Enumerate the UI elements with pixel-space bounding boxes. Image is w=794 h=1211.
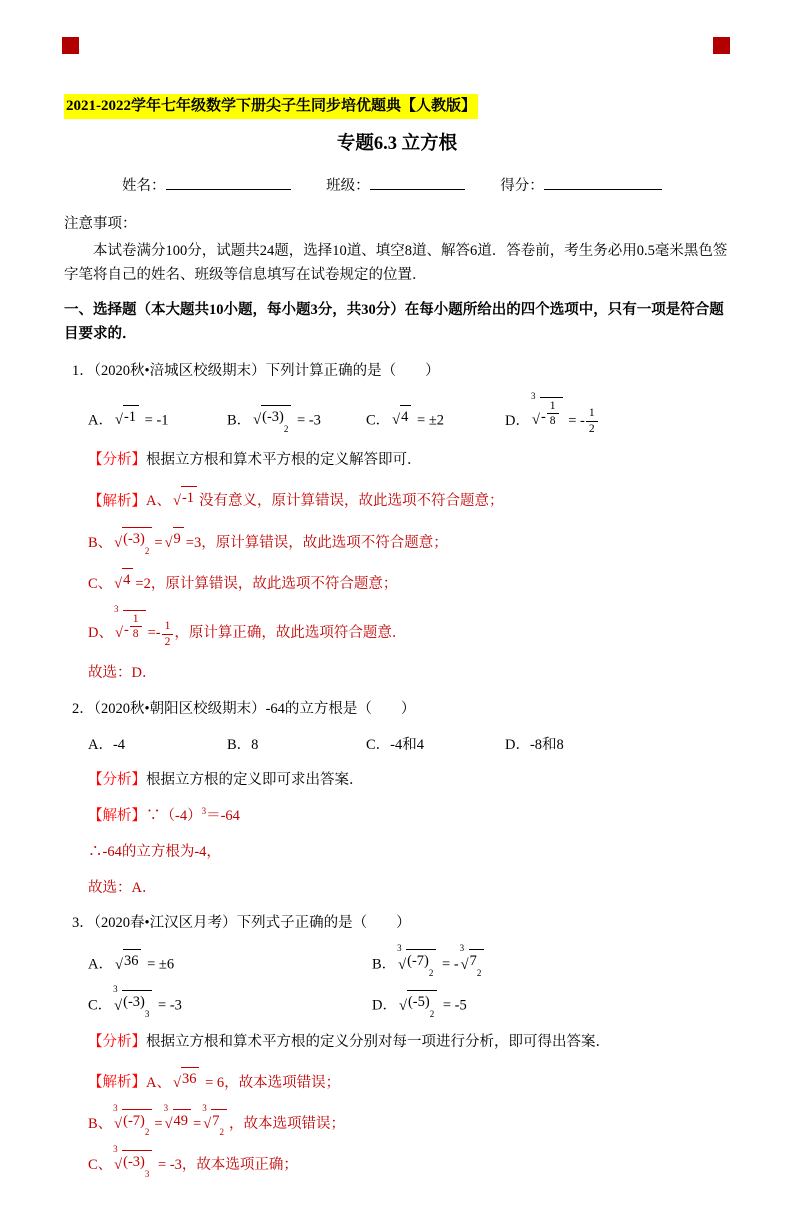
option: D．-8和8	[505, 736, 564, 753]
class-field	[326, 178, 465, 194]
question-block	[64, 913, 730, 1177]
solution-text: ∴-64的立方根为-4，	[88, 843, 221, 860]
analysis-line	[88, 1032, 730, 1054]
question-stem: 3．（2020春•江汉区月考）下列式子正确的是（ ）	[72, 915, 411, 932]
solution-line	[88, 842, 730, 864]
solution-text: 故选：A．	[88, 879, 157, 896]
info-fields	[64, 174, 730, 198]
square-root: √ 9	[165, 527, 184, 551]
solution-text: C、 √ 4 =2，原计算错误，故此选项不符合题意；	[88, 576, 397, 592]
option: B． √ (-3) 2 = -3	[227, 405, 366, 432]
cube-root: 3 √ 7 2	[203, 1109, 227, 1133]
fraction: $\frac{1}{8}$	[547, 399, 559, 429]
analysis-label: 【分析】	[88, 1033, 146, 1050]
question-block	[64, 361, 730, 685]
options-row	[88, 735, 730, 757]
analysis-text: 根据立方根的定义即可求出答案．	[146, 772, 364, 789]
notice-body: 本试卷满分100分，试题共24题，选择10道、填空8道、解答6道．答卷前，考生务必用0.5毫米黑色签字笔将自己的姓名、班级等信息填写在试卷规定的位置．	[64, 242, 728, 283]
options-row	[88, 390, 730, 436]
corner-marker-left-icon	[62, 37, 79, 54]
option: C．-4和4	[366, 736, 424, 753]
cube-root: 3 √ (-3) 3	[114, 1150, 152, 1174]
solution-label: 【解析】	[88, 493, 146, 510]
solution-text: 故选：D．	[88, 665, 157, 682]
cube-root: 3 √ 49	[165, 1109, 191, 1133]
option: A． √ -1 = -1	[88, 405, 227, 432]
solution-text: A、 √ -1 没有意义，原计算错误，故此选项不符合题意；	[146, 493, 504, 509]
cube-root: 3 √ - $\frac{1}{8}$	[115, 610, 146, 642]
options-row	[88, 943, 730, 978]
solution-line	[88, 806, 730, 828]
cube-root: 3 √ (-3) 3	[114, 990, 152, 1014]
question-stem: 2．（2020秋•朝阳区校级期末）-64的立方根是（ ）	[72, 700, 416, 717]
option: B． 3 √ (-7) 2 = - 3 √ 7 2	[372, 949, 486, 976]
square-root: √ (-3) 2	[114, 527, 152, 551]
solution-text: C、 3 √ (-3) 3 = -3，故本选项正确；	[88, 1143, 298, 1179]
cube-root: 3 √ 7 2	[461, 949, 485, 973]
class-label: 班级：	[326, 178, 370, 195]
option: A．-4	[88, 736, 126, 753]
options-row	[88, 984, 730, 1020]
section-heading: 一、选择题（本大题共10小题，每小题3分，共30分）在每小题所给出的四个选项中，只有一项是符合题目要求的．	[64, 301, 724, 343]
fraction: $\frac{1}{2}$	[586, 406, 598, 436]
square-root: √ 36	[115, 949, 141, 973]
square-root: √ -1	[115, 405, 139, 429]
class-blank	[370, 174, 465, 190]
solution-text: A、 √ 36 = 6，故本选项错误；	[146, 1075, 340, 1091]
fraction: $\frac{1}{8}$	[130, 612, 142, 642]
analysis-text: 根据立方根和算术平方根的定义分别对每一项进行分析，即可得出答案．	[146, 1033, 610, 1050]
solution-line	[88, 1102, 730, 1138]
name-field	[122, 178, 291, 194]
solution-text: B、 3 √ (-7) 2 = 3 √ 49 = 3 √ 7 2 ，故本选项错误；	[88, 1102, 345, 1138]
square-root: √ (-5) 2	[399, 990, 437, 1014]
square-root: √ 4	[392, 405, 411, 429]
fraction: $\frac{1}{2}$	[162, 619, 174, 649]
square-root: √ (-3) 2	[253, 405, 291, 429]
page-title: 专题6.3 立方根	[336, 133, 458, 154]
option: C． 3 √ (-3) 3 = -3	[88, 984, 182, 1020]
corner-marker-right-icon	[713, 37, 730, 54]
analysis-line	[88, 770, 730, 792]
question-block	[64, 699, 730, 900]
square-root: √ 4	[114, 568, 133, 592]
solution-line	[88, 568, 730, 595]
notice-heading: 注意事项：	[64, 216, 137, 232]
solution-line	[88, 1143, 730, 1179]
solution-line	[88, 1067, 730, 1094]
option: B．8	[227, 736, 259, 753]
name-blank	[166, 174, 291, 190]
option: D． 3 √ - $\frac{1}{8}$ = - $\frac{1}{2}$	[505, 397, 599, 436]
solution-line	[88, 486, 730, 513]
solution-label: 【解析】	[88, 808, 146, 825]
solution-text: $\because(-4)^3=-64$	[146, 806, 240, 825]
analysis-label: 【分析】	[88, 452, 146, 469]
solution-line	[88, 603, 730, 649]
series-title-row	[64, 94, 730, 119]
series-title: 2021-2022学年七年级数学下册尖子生同步培优题典【人教版】	[64, 94, 478, 119]
solution-label: 【解析】	[88, 1074, 146, 1091]
score-label: 得分：	[500, 178, 544, 195]
option: C． √ 4 = ±2	[366, 405, 505, 432]
score-field	[500, 178, 662, 194]
question-stem: 1．（2020秋•涪城区校级期末）下列计算正确的是（ ）	[72, 362, 440, 379]
square-root: √ -1	[173, 486, 197, 510]
option: D． √ (-5) 2 = -5	[372, 990, 467, 1017]
solution-line	[88, 878, 730, 900]
option: A． √ 36 = ±6	[88, 949, 372, 976]
solution-text: B、 √ (-3) 2 = √ 9 =3，原计算错误，故此选项不符合题意；	[88, 535, 448, 551]
cube-root: 3 √ (-7) 2	[114, 1109, 152, 1133]
name-label: 姓名：	[122, 178, 166, 195]
analysis-text: 根据立方根和算术平方根的定义解答即可．	[146, 452, 422, 469]
analysis-line	[88, 450, 730, 472]
solution-line	[88, 663, 730, 685]
solution-text: D、 3 √ - $\frac{1}{8}$ =- $\frac{1}{2}$ ，原计算正确，故此选项符合题意．	[88, 603, 407, 648]
solution-line	[88, 527, 730, 554]
analysis-label: 【分析】	[88, 772, 146, 789]
questions-list	[64, 361, 730, 1177]
score-blank	[544, 174, 662, 190]
square-root: √ 36	[173, 1067, 199, 1091]
cube-root: 3 √ - $\frac{1}{8}$	[532, 397, 563, 429]
cube-root: 3 √ (-7) 2	[398, 949, 436, 973]
